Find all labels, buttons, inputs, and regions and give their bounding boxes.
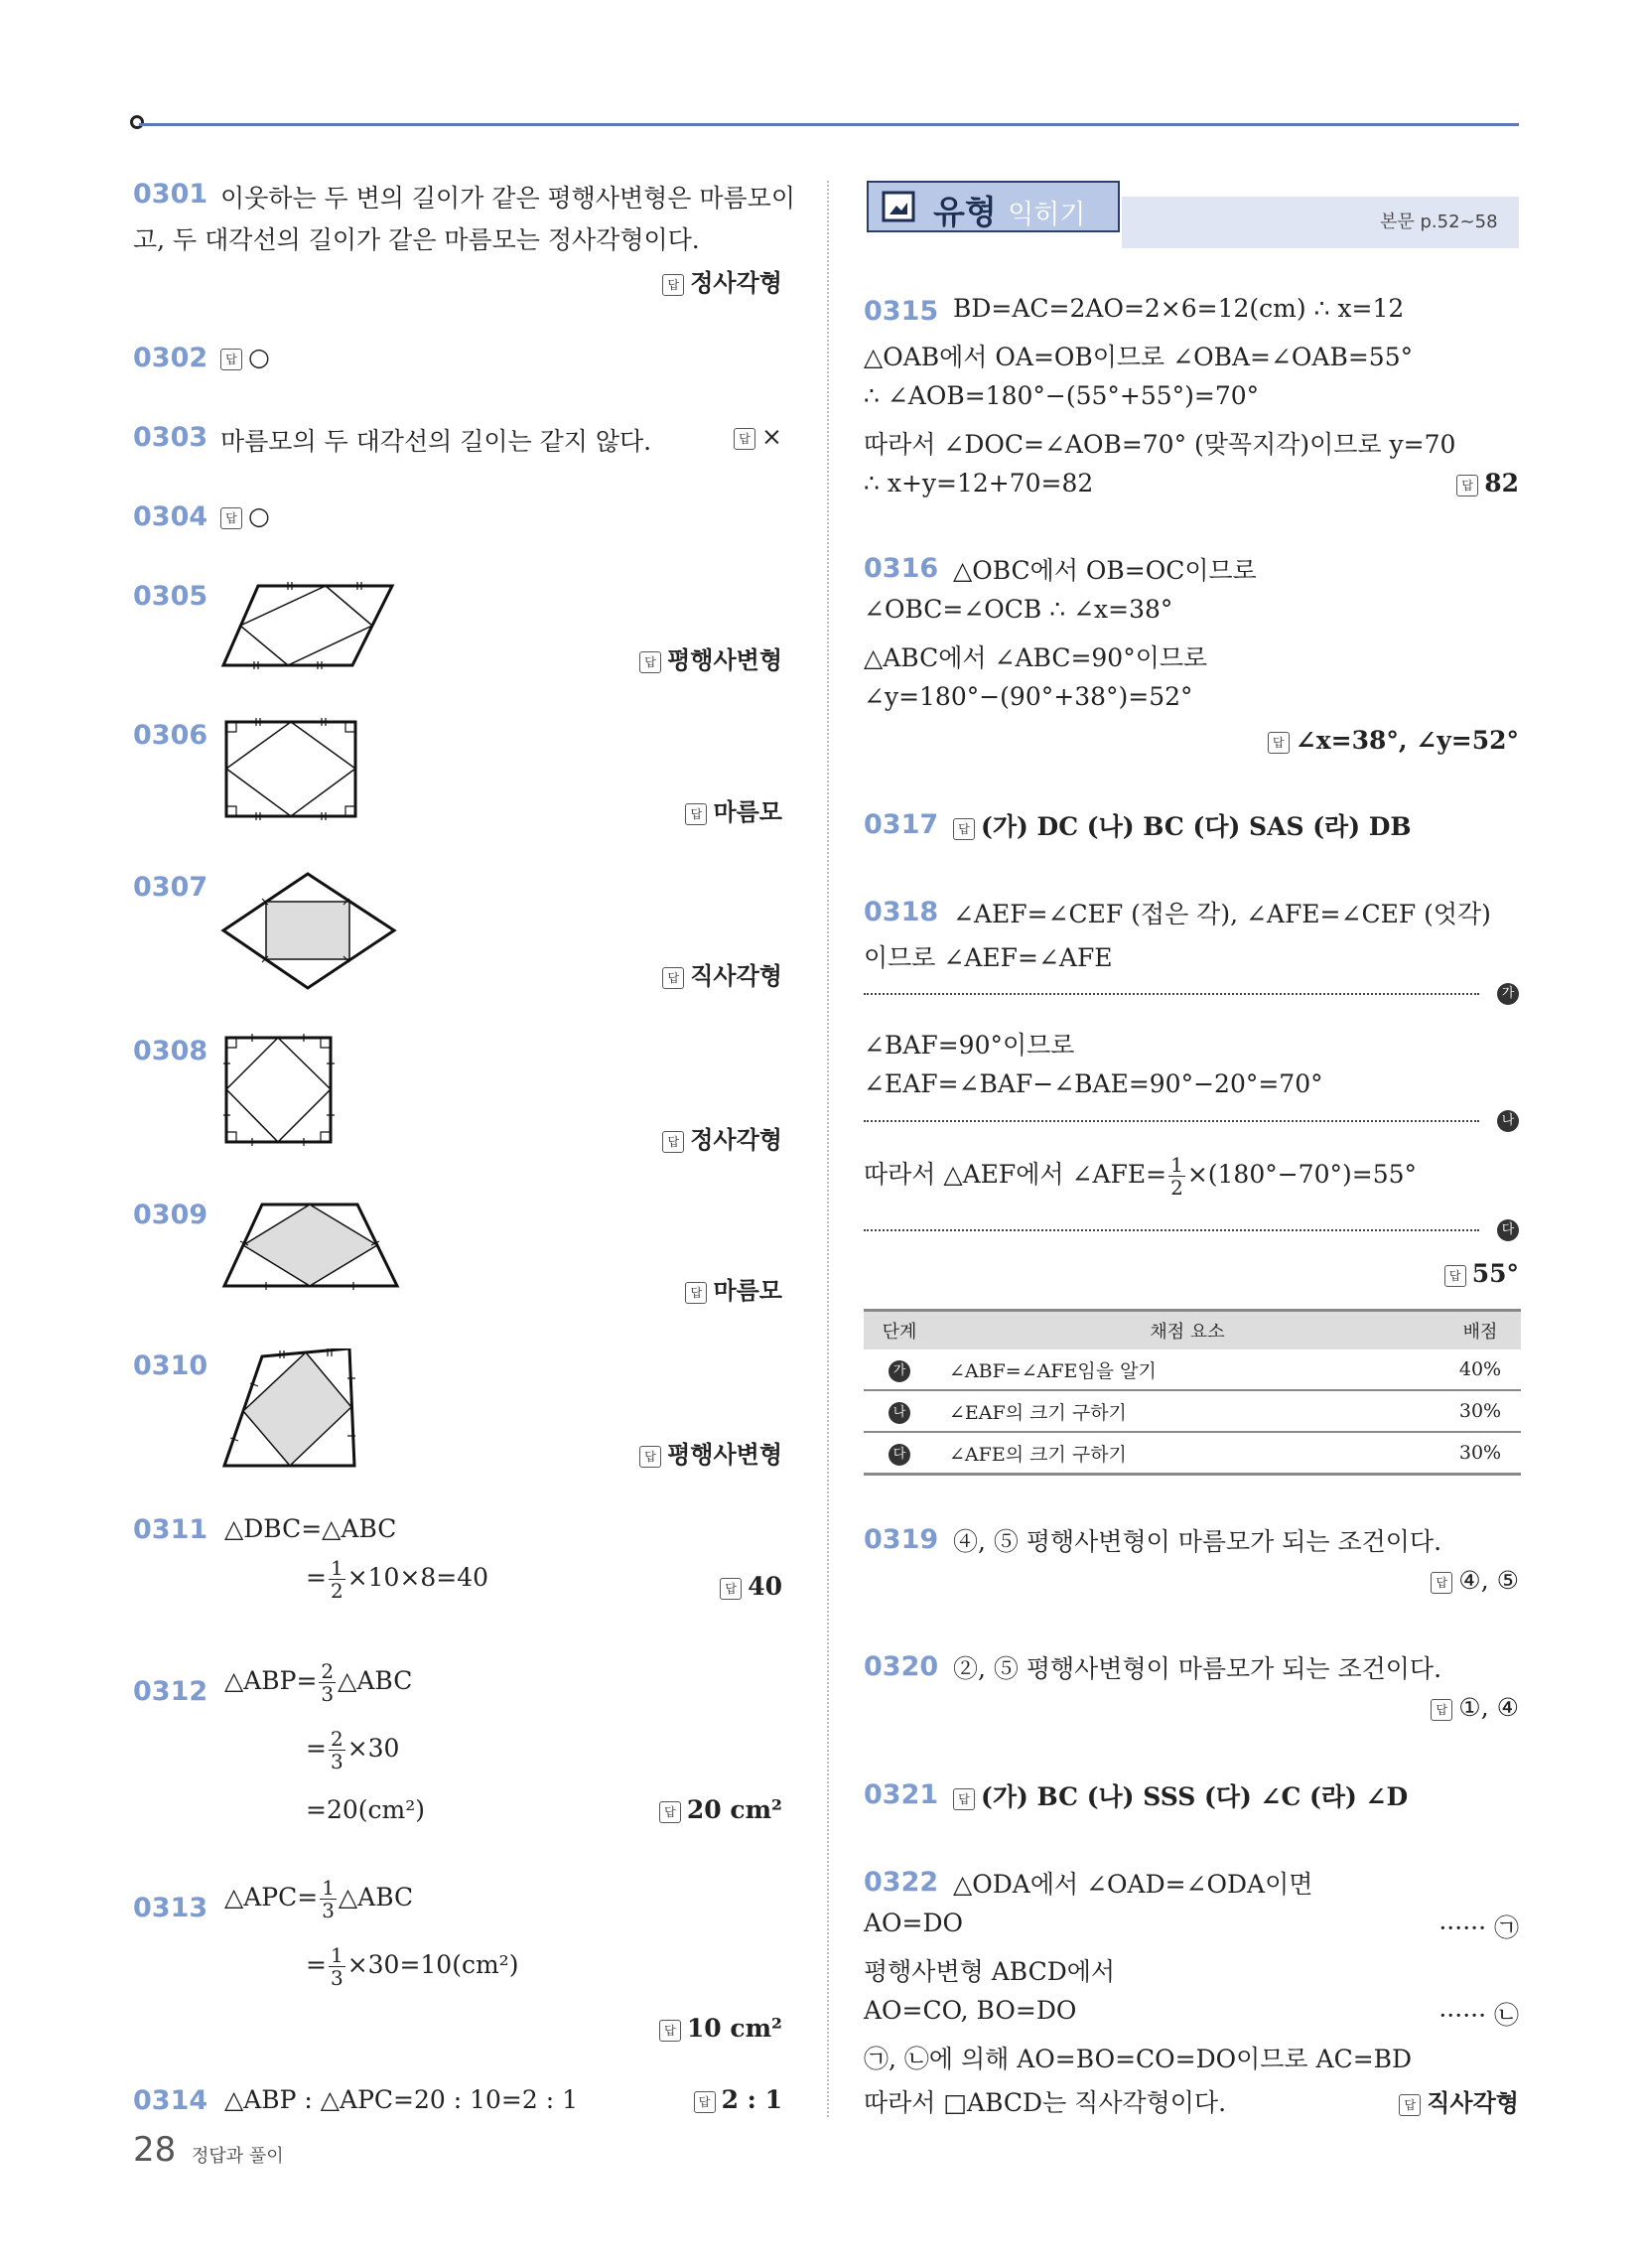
step-marker: 다 (1497, 1219, 1519, 1241)
problem-number: 0301 (133, 179, 208, 210)
rectangle-figure (223, 717, 362, 821)
solution-text: =20(cm²) (306, 1795, 425, 1824)
problem-number: 0312 (133, 1676, 208, 1707)
problem-number: 0311 (133, 1514, 208, 1545)
answer: 답 × (734, 422, 782, 451)
step-marker: 가 (889, 1360, 910, 1382)
solution-text: △DBC=△ABC (224, 1514, 397, 1543)
answer: 답 20 cm² (659, 1795, 782, 1824)
answer: 답 ○ (220, 501, 270, 530)
solution-text: 이웃하는 두 변의 길이가 같은 평행사변형은 마름모이 (220, 184, 795, 213)
column-divider (827, 181, 829, 2117)
equation-marker: ······ ㉠ (1438, 1914, 1519, 1942)
table-header: 채점 요소 (935, 1311, 1439, 1350)
problem-number: 0321 (864, 1779, 939, 1810)
table-header: 단계 (864, 1311, 935, 1350)
solution-text: 따라서 □ABCD는 직사각형이다. (864, 2088, 1227, 2117)
problem-number: 0304 (133, 501, 208, 532)
solution-text: AO=DO (864, 1909, 964, 1937)
solution-text: 이므로 ∠AEF=∠AFE (864, 943, 1113, 972)
answer: 답 ○ (220, 343, 270, 371)
parallelogram-figure (218, 576, 397, 675)
solution-text: △ODA에서 ∠OAD=∠ODA이면 (953, 1870, 1313, 1899)
solution-text: △APC= $\frac{1}{3}$ △ABC (224, 1876, 414, 1922)
answer: 답 마름모 (685, 1271, 782, 1306)
problem-number: 0310 (133, 1350, 208, 1381)
answer: 답 (가) BC (나) SSS (다) ∠C (라) ∠D (953, 1777, 1408, 1813)
answer: 답 2 : 1 (694, 2085, 782, 2114)
step-separator (864, 1120, 1479, 1122)
table-header: 배점 (1439, 1311, 1521, 1350)
problem-number: 0314 (133, 2085, 208, 2116)
answer: 답 정사각형 (662, 1120, 782, 1155)
step-marker: 나 (889, 1402, 910, 1424)
problem-number: 0308 (133, 1036, 208, 1066)
answer: 답 ∠x=38°, ∠y=52° (1268, 726, 1519, 755)
problem-number: 0303 (133, 422, 208, 453)
page-label: 정답과 풀이 (192, 2146, 284, 2167)
problem-number: 0306 (133, 720, 208, 751)
table-row (864, 1390, 1521, 1432)
notebook-icon (882, 191, 921, 224)
problem-number: 0317 (864, 809, 939, 840)
solution-text: △ABC에서 ∠ABC=90°이므로 (864, 643, 1208, 672)
solution-text: AO=CO, BO=DO (864, 1996, 1077, 2025)
solution-text: △OBC에서 OB=OC이므로 (953, 556, 1257, 585)
problem-number: 0309 (133, 1200, 208, 1230)
solution-text: = $\frac{1}{3}$ ×30=10(cm²) (306, 1943, 519, 1990)
trapezoid-figure (220, 1197, 404, 1296)
problem-number: 0320 (864, 1651, 939, 1682)
section-title: 유형 익히기 (933, 193, 1086, 231)
problem-number: 0305 (133, 581, 208, 612)
step-separator (864, 993, 1479, 995)
problem-number: 0319 (864, 1524, 939, 1555)
solution-text: △OAB에서 OA=OB이므로 ∠OBA=∠OAB=55° (864, 343, 1414, 371)
solution-text: 따라서 △AEF에서 ∠AFE= $\frac{1}{2}$ ×(180°−70°)=55° (864, 1153, 1418, 1200)
header-rule (139, 123, 1519, 126)
solution-text: BD=AC=2AO=2×6=12(cm) ∴ x=12 (953, 294, 1405, 323)
table-cell: 30% (1439, 1390, 1521, 1432)
step-marker: 나 (1497, 1110, 1519, 1132)
solution-text: 따라서 ∠DOC=∠AOB=70° (맞꼭지각)이므로 y=70 (864, 430, 1456, 459)
answer: 답 10 cm² (659, 2014, 782, 2043)
solution-text: 고, 두 대각선의 길이가 같은 마름모는 정사각형이다. (133, 225, 700, 254)
answer: 답 ①, ④ (1431, 1693, 1519, 1722)
solution-text: ∠OBC=∠OCB ∴ ∠x=38° (864, 595, 1173, 624)
solution-text: △ABP= $\frac{2}{3}$ △ABC (224, 1659, 413, 1706)
rhombus-figure (220, 869, 399, 993)
section-page-ref: 본문 p.52~58 (1380, 212, 1498, 232)
answer: 답 (가) DC (나) BC (다) SAS (라) DB (953, 807, 1412, 843)
equation-marker: ······ ㉡ (1438, 2001, 1519, 2030)
answer: 답 정사각형 (662, 263, 782, 298)
table-cell: 40% (1439, 1349, 1521, 1390)
answer: 답 마름모 (685, 792, 782, 827)
answer: 답 82 (1456, 469, 1519, 497)
step-separator (864, 1229, 1479, 1231)
solution-text: ∠AEF=∠CEF (접은 각), ∠AFE=∠CEF (엇각) (953, 900, 1491, 928)
solution-text: ㉠, ㉡에 의해 AO=BO=CO=DO이므로 AC=BD (864, 2045, 1413, 2073)
square-figure (223, 1033, 338, 1147)
solution-text: 마름모의 두 대각선의 길이는 같지 않다. (220, 427, 652, 456)
step-marker: 가 (1497, 983, 1519, 1005)
solution-text: = $\frac{2}{3}$ ×30 (306, 1727, 400, 1773)
solution-text: = $\frac{1}{2}$ ×10×8=40 (306, 1556, 489, 1603)
answer: 답 55° (1444, 1259, 1519, 1288)
solution-text: ∴ ∠AOB=180°−(55°+55°)=70° (864, 381, 1260, 410)
problem-number: 0315 (864, 296, 939, 327)
table-cell: ∠EAF의 크기 구하기 (935, 1390, 1439, 1432)
problem-number: 0313 (133, 1893, 208, 1923)
table-cell: ∠AFE의 크기 구하기 (935, 1432, 1439, 1475)
problem-number: 0316 (864, 553, 939, 584)
quadrilateral-figure (220, 1348, 359, 1473)
problem-number: 0307 (133, 872, 208, 903)
solution-text: ∠EAF=∠BAF−∠BAE=90°−20°=70° (864, 1069, 1323, 1098)
solution-text: △ABP : △APC=20 : 10=2 : 1 (224, 2085, 578, 2114)
solution-text: 평행사변형 ABCD에서 (864, 1957, 1116, 1986)
table-cell: ∠ABF=∠AFE임을 알기 (935, 1349, 1439, 1390)
answer: 답 평행사변형 (639, 1435, 782, 1470)
header-bullet (130, 115, 144, 129)
solution-text: ∠BAF=90°이므로 (864, 1031, 1075, 1060)
step-marker: 다 (889, 1444, 910, 1466)
solution-text: ∠y=180°−(90°+38°)=52° (864, 682, 1193, 711)
answer: 답 평행사변형 (639, 640, 782, 675)
problem-number: 0318 (864, 897, 939, 927)
answer: 답 40 (720, 1572, 782, 1601)
problem-number: 0322 (864, 1867, 939, 1898)
answer: 답 직사각형 (662, 956, 782, 991)
answer: 답 직사각형 (1399, 2083, 1519, 2118)
page-number: 28 (133, 2130, 177, 2170)
solution-text: ∴ x+y=12+70=82 (864, 469, 1094, 497)
solution-text: ④, ⑤ 평행사변형이 마름모가 되는 조건이다. (953, 1527, 1442, 1556)
problem-number: 0302 (133, 343, 208, 373)
table-cell: 30% (1439, 1432, 1521, 1475)
table-row (864, 1349, 1521, 1390)
scoring-table (864, 1309, 1521, 1476)
answer: 답 ④, ⑤ (1431, 1566, 1519, 1595)
solution-text: ②, ⑤ 평행사변형이 마름모가 되는 조건이다. (953, 1654, 1442, 1683)
table-row (864, 1432, 1521, 1475)
